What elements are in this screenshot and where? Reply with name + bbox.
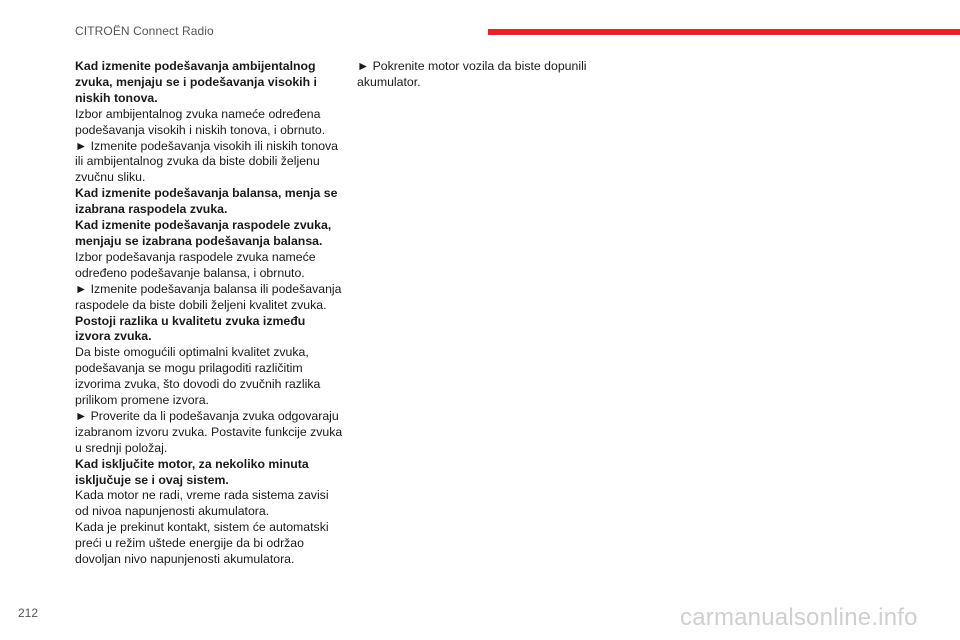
- body-paragraph: Da biste omogućili optimalni kvalitet zvuka, podešavanja se mogu prilagoditi različitim izvorima zvuka, što dovodi do zvučnih razlika prilikom promene izvora.: [75, 345, 321, 408]
- bold-heading-paragraph: Kad izmenite podešavanja ambijentalnog zvuka, menjaju se i podešavanja visokih i niskih tonova.: [75, 59, 317, 105]
- body-paragraph: Kada motor ne radi, vreme rada sistema zavisi od nivoa napunjenosti akumulatora.: [75, 488, 329, 519]
- body-paragraph: ► Izmenite podešavanja balansa ili podešavanja raspodele da biste dobili željeni kvalitet zvuka.: [75, 281, 342, 312]
- body-paragraph: Izbor podešavanja raspodele zvuka nameće određeno podešavanje balansa, i obrnuto.: [75, 249, 316, 280]
- body-paragraph: ► Pokrenite motor vozila da biste dopunili akumulator.: [357, 59, 587, 89]
- bold-heading-paragraph: Kad isključite motor, za nekoliko minuta isključuje se i ovaj sistem.: [75, 456, 309, 487]
- body-paragraph: Kada je prekinut kontakt, sistem će automatski preći u režim uštede energije da bi održao dovoljan nivo napunjenosti akumulatora.: [75, 520, 329, 567]
- watermark: carmanualsonline.info: [680, 604, 918, 631]
- bold-heading-paragraph: Kad izmenite podešavanja balansa, menja se izabrana raspodela zvuka.: [75, 186, 338, 217]
- body-paragraph: Izbor ambijentalnog zvuka nameće određena podešavanja visokih i niskih tonova, i obrnuto.: [75, 106, 326, 137]
- header-title: CITROËN Connect Radio: [75, 24, 214, 38]
- header-accent-bar: [488, 29, 960, 35]
- right-text-column: [357, 59, 617, 91]
- body-paragraph: ► Izmenite podešavanja visokih ili niskih tonova ili ambijentalnog zvuka da biste dobili željenu zvučnu sliku.: [75, 138, 339, 185]
- left-text-column: [75, 59, 343, 568]
- body-paragraph: ► Proverite da li podešavanja zvuka odgovaraju izabranom izvoru zvuka. Postavite funkcije zvuka u srednji položaj.: [75, 408, 343, 455]
- bold-heading-paragraph: Kad izmenite podešavanja raspodele zvuka, menjaju se izabrana podešavanja balansa.: [75, 218, 332, 248]
- page-number: 212: [18, 606, 39, 620]
- bold-heading-paragraph: Postoji razlika u kvalitetu zvuka između izvora zvuka.: [75, 313, 306, 344]
